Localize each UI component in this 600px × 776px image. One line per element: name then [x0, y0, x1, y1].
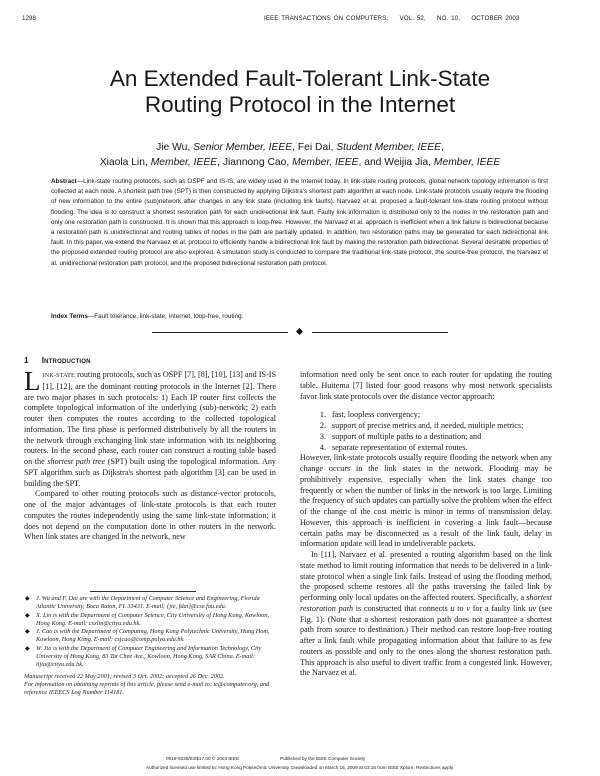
paragraph-text: for a faulty link: [469, 603, 529, 613]
paragraph-text: is constructed that connects: [353, 603, 451, 613]
divider-line-right: [312, 332, 448, 333]
author-role: Senior Member, IEEE: [193, 142, 293, 153]
reason-item: 2. support of precise metrics and, if needed, multiple metrics;: [328, 421, 552, 432]
page-number: 1298: [22, 15, 36, 22]
journal-info: IEEE TRANSACTIONS ON COMPUTERS, VOL. 52, NO. 10, OCTOBER 2003: [264, 15, 520, 22]
paragraph-text: to: [454, 603, 467, 613]
manuscript-dates: Manuscript received 22 May 2001; revised 3 Oct. 2002; accepted 26 Dec. 2002.: [24, 672, 225, 680]
affiliation-text: J. Cao is with the Department of Computing, Hong Kong Polytechnic University, Hung Hom, Kowloon, Hong Kong. E-mail: csjcao@comp.polyu.edu.hk.: [36, 628, 270, 644]
author-name: Xiaola Lin: [99, 157, 145, 168]
affiliation-item: [25, 628, 276, 645]
intro-paragraph-4: However, link-state protocols usually require flooding the network when any change occurs in the link states in the network. Flooding may be prohibitively expensive, especially when the link states change too frequently or when the number of links in the network is too large. Limiting the frequency of such updates can partially solve the problem when the effect of the change of the cost metric is minor in terms of transmission delay. However, this approach is inefficient in covering a link fault—because certain paths may be disconnected as a result of the link fault, delay in information update will lead to undeliverable packets.: [300, 453, 552, 549]
intro-paragraph-2: Compared to other routing protocols such as distance-vector protocols, one of the major advantages of link-state protocols is that each router computes the routes independently using the same link-state information; it does not depend on the computation done in other routers in the network. When link states are changed in the network, new: [24, 489, 276, 542]
reason-item: 1. fast, loopless convergency;: [328, 410, 552, 421]
math-variable: v: [466, 603, 470, 613]
footnotes: [24, 595, 276, 698]
license-notice: Authorized licensed use limited to: Hong Kong Polytechnic University. Downloaded on March 16, 2009 at 03:16 from IEEE Xplore. Restrictions apply.: [145, 765, 455, 770]
bullet-icon: ◆: [25, 612, 30, 619]
intro-paragraph-3: information need only be sent once to each router for updating the routing table. Huitema [7] listed four good reasons why most network specialists favor link state protocols over the distance vector approach:: [300, 370, 552, 401]
author-name: Fei Dai: [297, 142, 331, 153]
bullet-icon: ◆: [25, 629, 30, 636]
abstract-label: Abstract: [51, 178, 77, 185]
divider-line-left: [152, 332, 288, 333]
affiliation-item: [25, 595, 276, 612]
author-connector: and: [364, 157, 382, 168]
lead-caps: INK-STATE: [42, 373, 75, 379]
term-italic: shortest restoration path: [300, 593, 552, 613]
affiliation-text: X. Lin is with the Department of Computer Science, City University of Hong Kong, Kowloon, Hong Kong. E-mail: csxlin@cityu.edu.hk.: [36, 611, 269, 627]
affiliation-list: [24, 595, 276, 670]
section-divider: [152, 329, 448, 335]
author-name: Weijia Jia: [384, 157, 429, 168]
reason-item: 3. support of multiple paths to a destination; and: [328, 432, 552, 443]
abstract-text: —Link-state routing protocols, such as OSPF and IS-IS, are widely used in the Internet today. In link-state routing protocols, global network topology information is first collected at each node. A shortest path tree (SPT) is then constructed by applying Dijkstra's shortest path algorithm at each node. Link-state protocols usually require the flooding of new information to the entire (sub)network after changes in any link state (including link faults). Narvaez et al. proposed a fault-tolerant link-state routing protocol without flooding. The idea is to construct a shortest restoration path for each unidirectional link fault. Faulty link information is distributed only to the nodes in the restoration path and only one restoration path is constructed. It is shown that this approach is loop-free. However, the Narvaez et al. approach is inefficient when a link failure is bidirectional because a restoration path is unidirectional and routing tables of nodes in the path are partially updated. In addition, two restoration paths may be generated for each bidirectional link fault. In this paper, we extend the Narvaez et al. protocol to efficiently handle a bidirectional link fault by making the restoration path bidirectional. Several desirable properties of the proposed extended routing protocol are also explored. A simulation study is conducted to compare the traditional link-state protocol, the source-tree protocol, the Narvaez et al. unidirectional restoration path protocol, and the proposed bidirectional restoration path protocol.: [51, 178, 549, 267]
copyright-notice: 0018-9340/03/$17.00 © 2003 IEEE: [166, 756, 240, 761]
term-italic: shortest path tree: [47, 457, 106, 466]
section-number: 1: [24, 356, 29, 365]
author-name: Jie Wu: [156, 142, 188, 153]
intro-paragraph-1: [24, 366, 276, 489]
author-role: Member, IEEE: [292, 157, 359, 168]
running-header: [0, 15, 600, 27]
intro-paragraph-5: [300, 550, 552, 679]
abstract: [51, 177, 548, 269]
reasons-list: [300, 410, 552, 453]
section-title: Introduction: [41, 356, 91, 365]
drop-cap: L: [24, 366, 41, 396]
affiliation-item: [25, 611, 276, 629]
affiliation-item: [25, 644, 276, 670]
diamond-ornament-icon: [296, 328, 303, 335]
footnote-rule: [90, 591, 196, 592]
author-role: Member, IEEE: [150, 157, 218, 168]
publisher-notice: Published by the IEEE Computer Society: [280, 756, 366, 761]
index-terms: [51, 312, 548, 322]
right-column: [300, 370, 552, 679]
section-heading: [24, 356, 91, 365]
math-variable: uv: [528, 603, 537, 613]
author-list: Jie Wu, Senior Member, IEEE, Fei Dai, Student Member, IEEE, Xiaola Lin, Member, IEEE, Jiannong Cao, Member, IEEE, and Weijia Jia, Member, IEEE: [99, 142, 501, 168]
paragraph-text: (SPT) built using the topological information. Any SPT algorithm such as Dijkstra's shortest path algorithm [3] can be used in building the SPT.: [24, 457, 276, 488]
author-name: Jiannong Cao: [222, 157, 287, 168]
affiliation-text: W. Jia is with the Department of Computer Engineering and Information Technology, City University of Hong Kong, 83 Tat Chee Ave., Kowloon, Hong Kong, SAR China. E-mail: itjia@cityu.edu.hk.: [36, 644, 262, 669]
paragraph-text: routing protocols, such as OSPF [7], [8], [10], [13] and IS-IS [1], [12], are the dominant routing protocols in the Internet [2]. There are two major phases in such protocols: 1) Each IP router first collects the complete topological information of the underlying (sub)-network; 2) each router then computes the routes according to the collected topological information. The first phase is performed distributively by all the routers in the network through exchanging link state information with its neighboring routers. In the second phase, each router can construct a routing table based on the: [24, 370, 276, 466]
reprint-info: For information on obtaining reprints of this article, please send e-mail to: tc@computer.org, and reference IEEECS Log Number 114181.: [24, 680, 270, 697]
left-column: [24, 366, 276, 543]
reason-item: 4. separate representation of external routes.: [328, 443, 552, 454]
author-role: Member, IEEE: [433, 157, 501, 168]
math-variable: u: [450, 603, 455, 613]
title-line-1: An Extended Fault-Tolerant Link-State: [109, 66, 491, 91]
paragraph-text: (see Fig. 1). (Note that a shortest restoration path does not guarantee a shortest path from source to destination.) Their method can restore loop-free routing after a link fault while propagating information about that failure to as few routers as possible and only to the ones along the shortest restoration path. This approach is also useful to divert traffic from a congested link. However, the Narvaez et al.: [300, 603, 552, 678]
index-terms-label: Index Terms: [51, 313, 88, 320]
affiliation-text: J. Wu and F. Dai are with the Department of Computer Science and Engineering, Florida Atlantic University, Boca Raton, FL 33431. E-mail: {jie, fdai}@cse.fau.edu.: [36, 595, 260, 611]
author-role: Student Member, IEEE: [336, 142, 441, 153]
paper-title: [0, 66, 600, 118]
bullet-icon: ◆: [25, 596, 30, 602]
title-line-2: Routing Protocol in the Internet: [144, 92, 456, 117]
bullet-icon: ◆: [25, 645, 30, 652]
paragraph-text: In [11], Narvaez et al. presented a routing algorithm based on the link state method to limit routing information that needs to be delivered in a link-state protocol when a single link fails. Instead of using the flooding method, the proposed scheme restores all the paths traversing the failed link by performing only local updates on the affected routers. Specifically, a: [300, 550, 552, 602]
index-terms-text: —Fault tolerance, link-state, Internet, loop-free, routing.: [87, 313, 244, 320]
